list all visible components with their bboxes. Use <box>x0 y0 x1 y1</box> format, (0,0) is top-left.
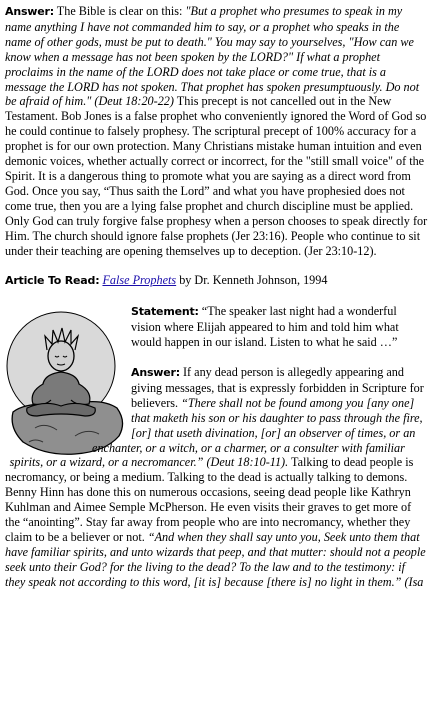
scripture-quote: "But a prophet who presumes to speak in my name anything I have not commanded him to say, or a prophet who speaks in the name of other gods, must be put to death." You may say to yourselves, "How can we know when a message has not been spoken by the LORD?" If what a prophet proclaims in the name of the LORD does not take place or come true, that is a message the LORD has not spoken. That prophet has spoken presumptuously. Do not be afraid of him." <box>5 4 420 109</box>
article-to-read <box>5 273 428 289</box>
answer-label: Answer: <box>131 366 180 380</box>
article-label: Article To Read: <box>5 274 100 288</box>
answer-label: Answer: <box>5 5 54 18</box>
answer-body-text: Talking to dead people is necromancy, or being a medium. Talking to the dead is actually talking to demons. Benny Hinn has done this on numerous occasions, seeing dead people like Kathryn Kuhlman and Aimee Semple McPherson. He even visits their graves to get more of the “anointing”. Stay far away from people who are into necromancy, whether they claim to be a believer or not. <box>5 455 414 544</box>
answer-paragraph-1 <box>5 4 428 258</box>
answer-lead-text: If any dead person is allegedly appearing and giving messages, that is expressly forbidden in Scripture for believers. <box>131 365 424 410</box>
meditating-figure-on-rock-icon <box>5 308 129 456</box>
article-link[interactable]: False Prophets <box>102 273 177 288</box>
scripture-quote: “There shall not be found among you [any one] that maketh his son or his daughter to pass through the fire, [or] that useth divination, [or] an observer of times, or an enchanter, or a witch, or a charmer, or a consulter with familiar spirits, or a wizard, or a necromancer.” (Deut 18:10-11). <box>9 395 423 470</box>
answer-lead-text: The Bible is clear on this: <box>53 4 186 18</box>
spacer <box>5 289 428 304</box>
article-byline: by Dr. Kenneth Johnson, 1994 <box>176 273 328 288</box>
spacer <box>5 258 428 273</box>
statement-text: “The speaker last night had a wonderful vision where Elijah appeared to him and told him what would happen in our island. Listen to what he said …” <box>131 304 399 350</box>
answer-body-text: This precept is not cancelled out in the New Testament. Bob Jones is a false prophet who conveniently ignored the Word of God so he could continue to falsely prophesy. The scriptural precept of 100% accuracy for a prophet is for our own protection. Many Christians mistake human intuition and even demonic voices, whether actually correct or incorrect, for the "still small voice" of the Spirit. It is a dangerous thing to promote what you are saying as a direct word from God. Once you say, “Thus saith the Lord” and what you have prophesied does not come true, then you are a lying false prophet and church discipline must be applied. Only God can truly forgive false prophesy when a person chooses to speak directly for Him. The church should ignore false prophets (Jer 23:16). People who continue to sit under their teaching are opening themselves up to deception. (Jer 23:10-12). <box>5 94 428 258</box>
scripture-reference: (Deut 18:20-22) <box>94 94 174 109</box>
statement-label: Statement: <box>131 305 199 319</box>
scripture-quote: “And when they shall say unto you, Seek unto them that have familiar spirits, and unto wizards that peep, and that mutter: should not a people seek unto their God? for the living to the dead? To the law and to the testimony: if they speak not according to this word, [it is] because [there is] no light in them.” (Isa <box>5 530 426 589</box>
meditating-figure-illustration <box>5 308 129 456</box>
